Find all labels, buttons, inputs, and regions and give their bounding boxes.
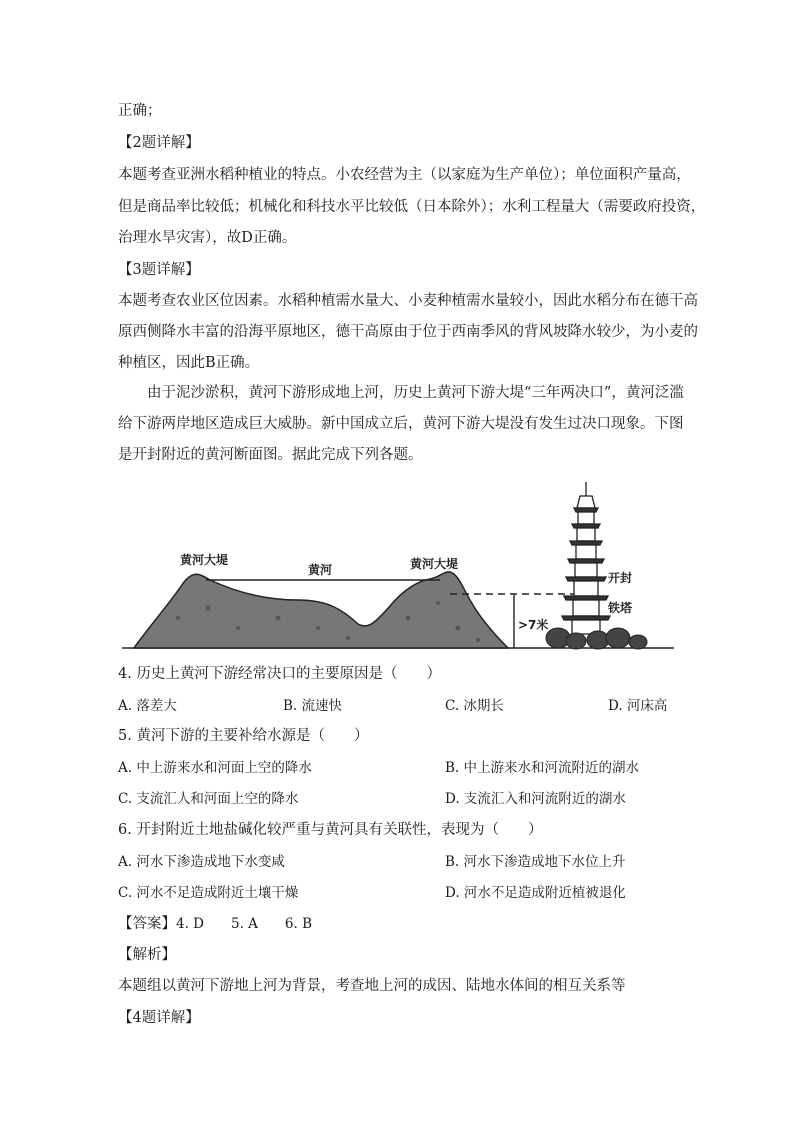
answer-text: 4. D 5. A 6. B [176, 916, 313, 932]
paragraph-line: 种植区，因此B正确。 [118, 355, 260, 371]
intro-paragraph-line: 给下游两岸地区造成巨大威胁。新中国成立后，黄河下游大堤没有发生过决口现象。下图 [118, 416, 684, 432]
analysis-text: 本题组以黄河下游地上河为背景，考查地上河的成因、陆地水体间的相互关系等 [118, 978, 626, 994]
river-label: 黄河 [308, 563, 333, 577]
section-heading-q4: 【4题详解】 [118, 1010, 200, 1026]
answer-line [118, 914, 678, 934]
iron-tower-pagoda [562, 482, 610, 634]
question-4-stem: 4. 历史上黄河下游经常决口的主要原因是（ ） [118, 666, 441, 682]
intro-paragraph-line: 是开封附近的黄河断面图。据此完成下列各题。 [118, 447, 423, 463]
paragraph-line: 正确； [118, 103, 162, 119]
section-heading-q2: 【2题详解】 [118, 135, 200, 151]
paragraph-line: 治理水旱灾害），故D正确。 [118, 230, 297, 246]
question-6-option-a: A. 河水下渗造成地下水变咸 [118, 854, 285, 870]
analysis-heading: 【解析】 [118, 947, 176, 963]
question-6-option-b: B. 河水下渗造成地下水位上升 [445, 854, 626, 870]
question-4-option-c: C. 冰期长 [445, 698, 504, 714]
trees-at-tower-base [546, 628, 647, 649]
question-6-option-d: D. 河水不足造成附近植被退化 [445, 885, 626, 901]
question-4-option-b: B. 流速快 [283, 698, 343, 714]
question-4-option-a: A. 落差大 [118, 698, 177, 714]
intro-paragraph-line: 由于泥沙淤积，黄河下游形成地上河，历史上黄河下游大堤“三年两决口”，黄河泛滥 [147, 385, 684, 401]
yellow-river-cross-section-figure [118, 478, 678, 654]
question-5-stem: 5. 黄河下游的主要补给水源是（ ） [118, 728, 369, 744]
right-levee-label: 黄河大堤 [410, 557, 459, 571]
paragraph-line: 但是商品率比较低；机械化和科技水平比较低（日本除外）；水利工程量大（需要政府投资， [118, 199, 706, 215]
question-5-option-d: D. 支流汇入和河流附近的湖水 [445, 791, 626, 807]
question-5-option-b: B. 中上游来水和河流附近的湖水 [445, 760, 640, 776]
height-label: >7米 [518, 618, 549, 632]
answer-label: 【答案】 [118, 916, 176, 932]
question-4-option-d: D. 河床高 [608, 698, 668, 714]
question-6-stem: 6. 开封附近土地盐碱化较严重与黄河具有关联性，表现为（ ） [118, 822, 543, 838]
kaifeng-label: 开封 [608, 571, 633, 585]
levee-cross-section [134, 572, 508, 648]
left-levee-label: 黄河大堤 [180, 553, 229, 567]
paragraph-line: 本题考查农业区位因素。水稻种植需水量大、小麦种植需水量较小，因此水稻分布在德干高 [118, 293, 698, 309]
paragraph-line: 本题考查亚洲水稻种植业的特点。小农经营为主（以家庭为生产单位）；单位面积产量高， [118, 167, 691, 183]
question-6-option-c: C. 河水不足造成附近土壤干燥 [118, 885, 299, 901]
question-5-option-a: A. 中上游来水和河面上空的降水 [118, 760, 312, 776]
paragraph-line: 原西侧降水丰富的沿海平原地区，德干高原由于位于西南季风的背风坡降水较少，为小麦的 [118, 324, 698, 340]
section-heading-q3: 【3题详解】 [118, 262, 200, 278]
iron-tower-label: 铁塔 [608, 601, 633, 615]
question-5-option-c: C. 支流汇人和河面上空的降水 [118, 791, 299, 807]
